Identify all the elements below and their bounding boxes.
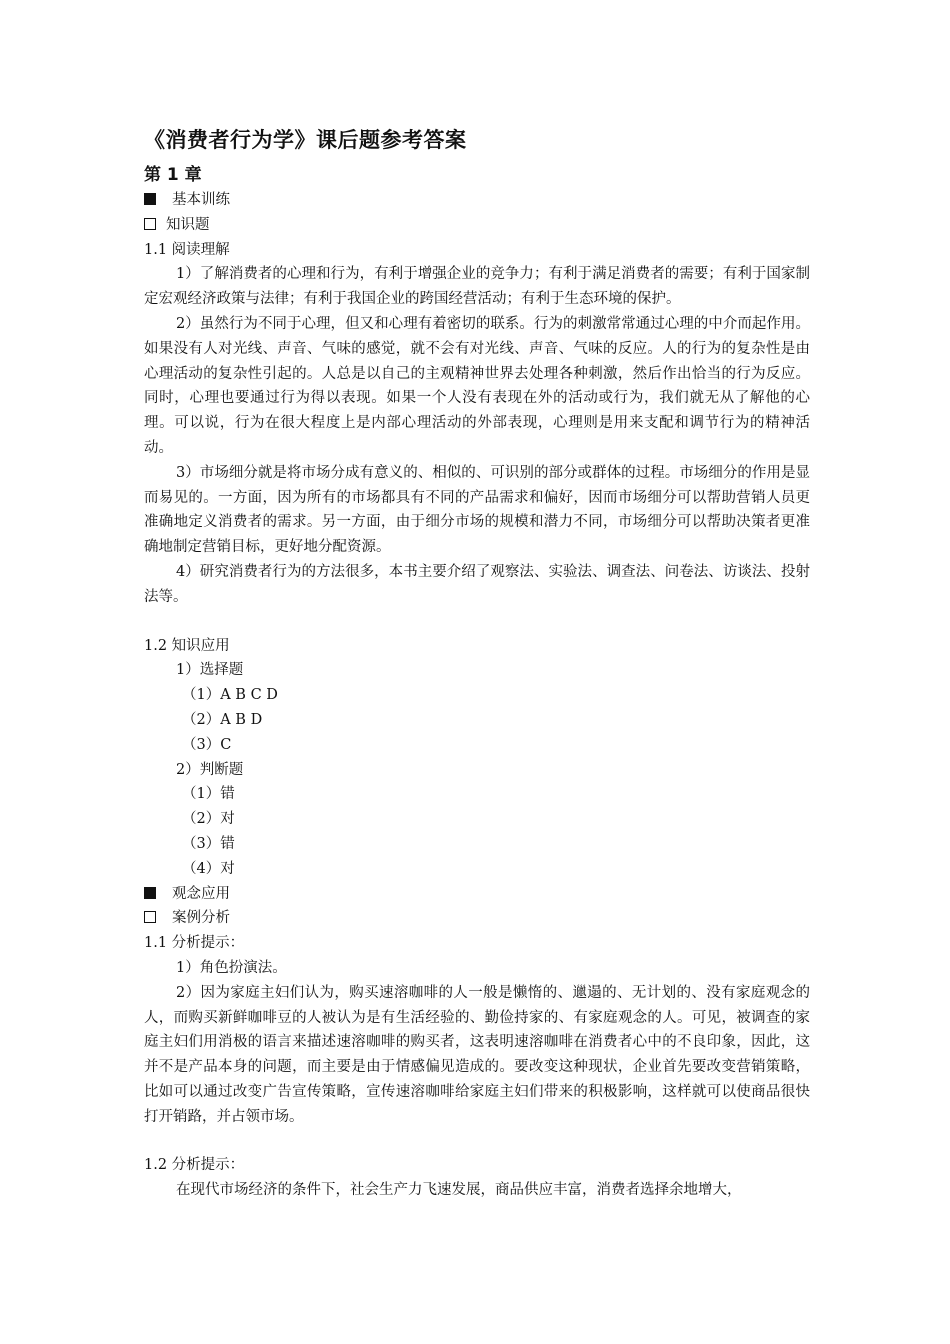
judge-answer-4: （4）对 bbox=[182, 860, 235, 877]
reading-answer-2: 2）虽然行为不同于心理，但又和心理有着密切的联系。行为的刺激常常通过心理的中介而起作用。如果没有人对光线、声音、气味的感觉，就不会有对光线、声音、气味的反应。人的行为的复杂性是由心理活动的复杂性引起的。人总是以自己的主观精神世界去处理各种刺激，然后作出恰当的行为反应。同时，心理也要通过行为得以表现。如果一个人没有表现在外的活动或行为，我们就无从了解他的心理。可以说，行为在很大程度上是内部心理活动的外部表现，心理则是用来支配和调节行为的精神活动。 bbox=[144, 315, 810, 456]
section-basic-training bbox=[144, 188, 810, 213]
hollow-square-bullet-icon bbox=[144, 218, 156, 230]
subsection-knowledge-label: 知识题 bbox=[166, 216, 210, 233]
choice-answer-3: （3）C bbox=[182, 736, 232, 753]
filled-square-bullet-icon bbox=[144, 887, 156, 899]
case-2-text: 在现代市场经济的条件下，社会生产力飞速发展，商品供应丰富，消费者选择余地增大， bbox=[176, 1182, 742, 1199]
section-basic-training-label: 基本训练 bbox=[172, 192, 230, 208]
heading-1-2-application: 1.2 知识应用 bbox=[144, 637, 230, 654]
heading-1-1-reading: 1.1 阅读理解 bbox=[144, 241, 230, 258]
reading-answer-1: 1）了解消费者的心理和行为，有利于增强企业的竞争力；有利于满足消费者的需要；有利于国家制定宏观经济政策与法律；有利于我国企业的跨国经营活动；有利于生态环境的保护。 bbox=[144, 266, 810, 308]
document-title: 《消费者行为学》课后题参考答案 bbox=[144, 128, 467, 152]
spacer bbox=[144, 1129, 810, 1153]
case-1-heading: 1.1 分析提示： bbox=[144, 935, 245, 952]
judge-answer-1: （1）错 bbox=[182, 786, 235, 803]
document-page bbox=[144, 124, 810, 1203]
section-concept-application bbox=[144, 882, 810, 907]
judge-answer-2: （2）对 bbox=[182, 811, 235, 828]
spacer bbox=[144, 610, 810, 634]
section-concept-application-label: 观念应用 bbox=[172, 885, 230, 902]
choice-answer-2: （2）A B D bbox=[182, 711, 263, 728]
choice-answer-1: （1）A B C D bbox=[182, 687, 278, 704]
judge-answer-3: （3）错 bbox=[182, 835, 235, 852]
choice-heading: 1）选择题 bbox=[176, 662, 244, 679]
case-1-answer-1: 1）角色扮演法。 bbox=[176, 959, 287, 976]
filled-square-bullet-icon bbox=[144, 193, 156, 205]
subsection-knowledge bbox=[144, 213, 810, 238]
case-1-answer-2: 2）因为家庭主妇们认为，购买速溶咖啡的人一般是懒惰的、邋遢的、无计划的、没有家庭观念的人，而购买新鲜咖啡豆的人被认为是有生活经验的、勤俭持家的、有家庭观念的人。可见，被调查的家庭主妇们用消极的语言来描述速溶咖啡的购买者，这表明速溶咖啡在消费者心中的不良印象，因此，这并不是产品本身的问题，而主要是由于情感偏见造成的。要改变这种现状，企业首先要改变营销策略，比如可以通过改变广告宣传策略，宣传速溶咖啡给家庭主妇们带来的积极影响，这样就可以使商品很快打开销路，并占领市场。 bbox=[144, 984, 810, 1125]
subsection-case-analysis bbox=[144, 906, 810, 931]
subsection-case-analysis-label: 案例分析 bbox=[172, 910, 230, 927]
reading-answer-3: 3）市场细分就是将市场分成有意义的、相似的、可识别的部分或群体的过程。市场细分的作用是显而易见的。一方面，因为所有的市场都具有不同的产品需求和偏好，因而市场细分可以帮助营销人员更准确地定义消费者的需求。另一方面，由于细分市场的规模和潜力不同，市场细分可以帮助决策者更准确地制定营销目标，更好地分配资源。 bbox=[144, 464, 810, 556]
chapter-heading: 第 1 章 bbox=[144, 165, 202, 185]
hollow-square-bullet-icon bbox=[144, 911, 156, 923]
case-2-heading: 1.2 分析提示： bbox=[144, 1157, 245, 1174]
judge-heading: 2）判断题 bbox=[176, 761, 244, 778]
reading-answer-4: 4）研究消费者行为的方法很多，本书主要介绍了观察法、实验法、调查法、问卷法、访谈法、投射法等。 bbox=[144, 563, 810, 605]
